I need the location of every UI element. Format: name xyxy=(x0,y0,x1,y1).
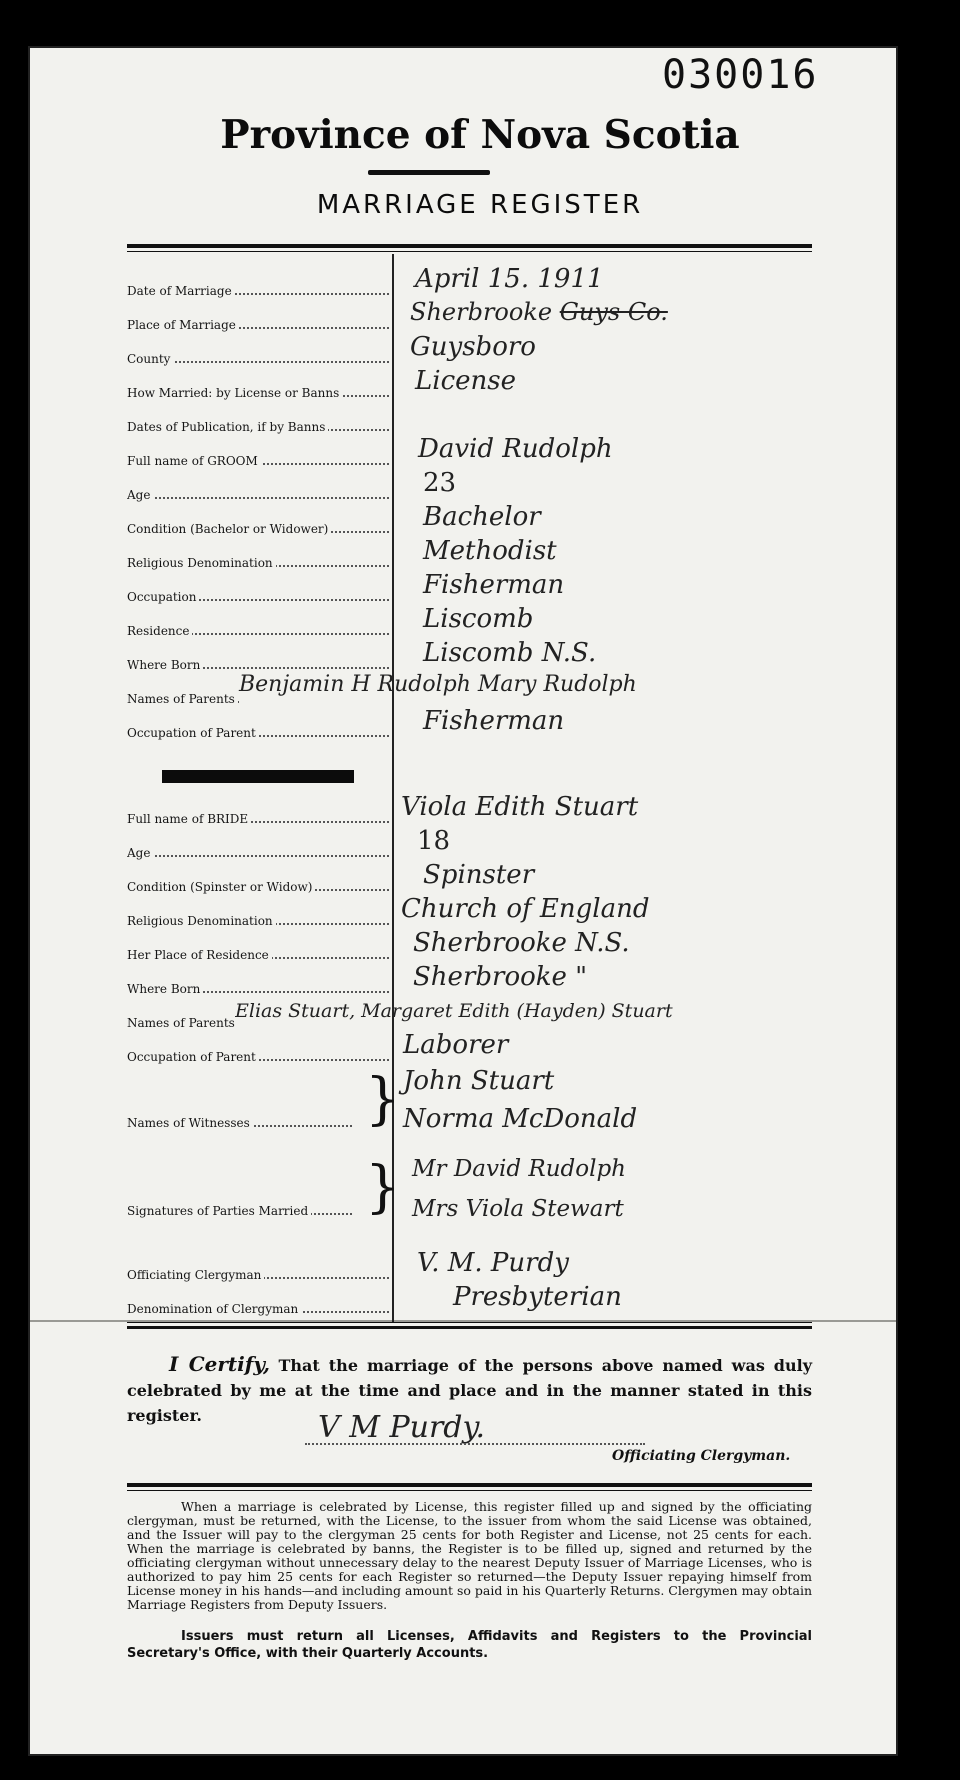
value-groom-parent-occupation: Fisherman xyxy=(423,706,565,736)
label-bride-age: Age xyxy=(127,846,153,860)
label-bride-religion: Religious Denomination xyxy=(127,914,276,928)
signature-caption: Officiating Clergyman. xyxy=(612,1448,791,1464)
instructions-paragraph: When a marriage is celebrated by License, this register filled up and signed by the officiating clergyman, must be returned, with the License, to the issuer from whom the said License was obtained, and the Issuer will pay to the clergyman 25 cents for both Register and License, not 25 cents for each. When the marriage is celebrated by banns, the Register is to be filled up, signed and returned by the officiating clergyman without unnecessary delay to the nearest Deputy Issuer of Marriage Licenses, who is authorized to pay him 25 cents for each Register so returned—the Deputy Issuer repaying himself from License money in his hands—and including amount so paid in his Quarterly Returns. Clergymen may obtain Marriage Registers from Deputy Issuers. xyxy=(127,1499,812,1612)
value-how-married: License xyxy=(415,366,517,396)
row-bride-birthplace xyxy=(127,962,812,1004)
value-bride-parent-occupation: Laborer xyxy=(403,1030,509,1060)
place-struck-text: Guys Co. xyxy=(559,298,668,326)
label-bride-parents: Names of Parents xyxy=(127,1016,235,1030)
value-groom-occupation: Fisherman xyxy=(423,570,565,600)
section-separator-bar xyxy=(162,770,354,783)
label-groom-name: Full name of GROOM xyxy=(127,454,261,468)
label-bride-birthplace: Where Born xyxy=(127,982,203,996)
row-clergy-denomination xyxy=(127,1282,812,1324)
value-groom-residence: Liscomb xyxy=(423,604,534,634)
value-place-of-marriage xyxy=(410,298,668,326)
register-subtitle: MARRIAGE REGISTER xyxy=(316,190,644,220)
value-bride-religion: Church of England xyxy=(401,894,650,924)
bottom-rule xyxy=(127,1483,812,1487)
place-value: Sherbrooke xyxy=(410,298,553,326)
value-groom-parents: Benjamin H Rudolph Mary Rudolph xyxy=(239,672,637,697)
title-ornament xyxy=(368,170,490,175)
value-groom-birthplace: Liscomb N.S. xyxy=(423,638,597,668)
value-bride-age: 18 xyxy=(417,826,451,856)
label-how-married: How Married: by License or Banns xyxy=(127,386,342,400)
value-county: Guysboro xyxy=(410,332,536,362)
signature-line xyxy=(305,1443,645,1445)
label-groom-age: Age xyxy=(127,488,153,502)
value-bride-birthplace: Sherbrooke " xyxy=(413,962,588,992)
label-bride-name: Full name of BRIDE xyxy=(127,812,251,826)
label-county: County xyxy=(127,352,173,366)
value-signature-groom: Mr David Rudolph xyxy=(412,1156,626,1182)
bottom-rule-thin xyxy=(127,1490,812,1491)
top-rule xyxy=(127,244,812,248)
row-how-married xyxy=(127,366,812,408)
value-clergy-denomination: Presbyterian xyxy=(453,1282,622,1312)
label-clergyman: Officiating Clergyman xyxy=(127,1268,264,1282)
label-bride-condition: Condition (Spinster or Widow) xyxy=(127,880,315,894)
label-groom-condition: Condition (Bachelor or Widower) xyxy=(127,522,331,536)
value-groom-age: 23 xyxy=(423,468,457,498)
label-groom-residence: Residence xyxy=(127,624,192,638)
label-dates-of-publication: Dates of Publication, if by Banns xyxy=(127,420,328,434)
issuers-notice: Issuers must return all Licenses, Affidavits and Registers to the Provincial Secretary's Office, with their Quarterly Accounts. xyxy=(127,1629,812,1661)
mid-rule-thin xyxy=(127,1322,812,1323)
value-signature-bride: Mrs Viola Stewart xyxy=(412,1196,624,1222)
value-date-of-marriage: April 15. 1911 xyxy=(415,264,604,294)
value-witness-2: Norma McDonald xyxy=(403,1104,638,1134)
label-date-of-marriage: Date of Marriage xyxy=(127,284,235,298)
label-bride-residence: Her Place of Residence xyxy=(127,948,272,962)
value-bride-condition: Spinster xyxy=(423,860,535,890)
value-clergyman: V. M. Purdy xyxy=(417,1248,569,1278)
certify-lead: I Certify, xyxy=(169,1352,271,1376)
label-groom-parent-occupation: Occupation of Parent xyxy=(127,726,259,740)
row-bride-name xyxy=(127,792,812,834)
top-rule-thin xyxy=(127,251,812,252)
value-groom-name: David Rudolph xyxy=(418,434,613,464)
value-witness-1: John Stuart xyxy=(403,1066,555,1096)
page-title: Province of Nova Scotia xyxy=(220,112,740,158)
value-bride-parents: Elias Stuart, Margaret Edith (Hayden) Stuart xyxy=(235,1000,673,1022)
label-groom-parents: Names of Parents xyxy=(127,692,238,706)
label-bride-parent-occupation: Occupation of Parent xyxy=(127,1050,259,1064)
label-groom-religion: Religious Denomination xyxy=(127,556,276,570)
label-groom-birthplace: Where Born xyxy=(127,658,203,672)
serial-number: 030016 xyxy=(662,52,819,98)
clergy-signature: V M Purdy. xyxy=(318,1410,486,1445)
row-groom-parent-occupation xyxy=(127,706,812,748)
value-bride-name: Viola Edith Stuart xyxy=(401,792,639,822)
value-groom-religion: Methodist xyxy=(423,536,557,566)
signatures-brace: } xyxy=(365,1155,401,1220)
label-groom-occupation: Occupation xyxy=(127,590,199,604)
witnesses-brace: } xyxy=(365,1067,401,1132)
label-witnesses: Names of Witnesses xyxy=(127,1116,253,1130)
label-clergy-denomination: Denomination of Clergyman xyxy=(127,1302,301,1316)
label-signatures: Signatures of Parties Married xyxy=(127,1204,311,1218)
value-bride-residence: Sherbrooke N.S. xyxy=(413,928,630,958)
mid-rule xyxy=(127,1326,812,1329)
certify-text: That the marriage of the persons above named was duly celebrated by me at the time and place and in the manner stated in this register. xyxy=(127,1356,812,1425)
label-place-of-marriage: Place of Marriage xyxy=(127,318,239,332)
row-groom-name xyxy=(127,434,812,476)
value-groom-condition: Bachelor xyxy=(423,502,541,532)
